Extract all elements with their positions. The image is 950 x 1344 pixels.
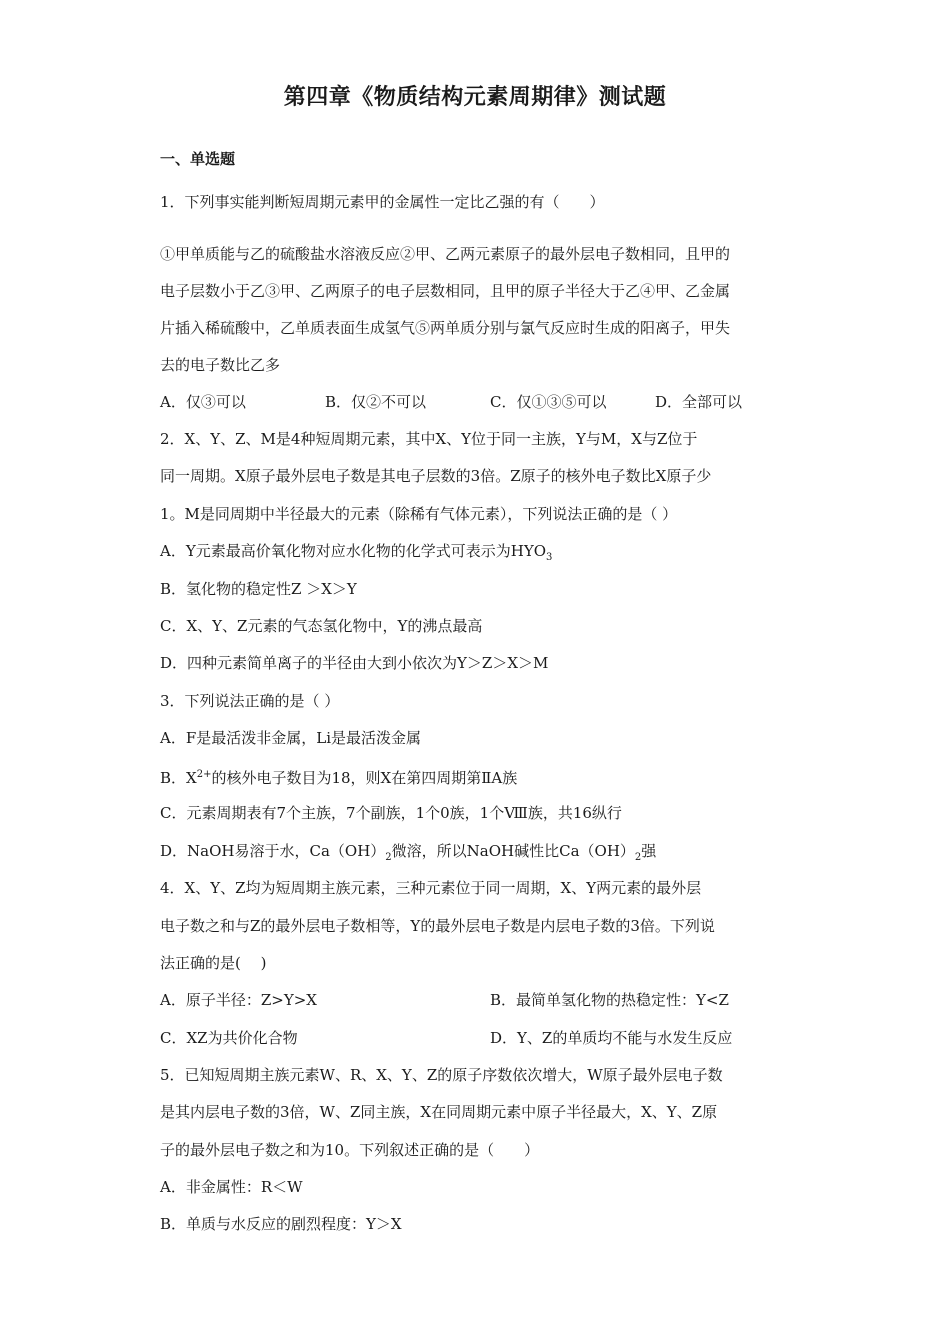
q4-text-line: 4．X、Y、Z均为短周期主族元素，三种元素位于同一周期，X、Y两元素的最外层 xyxy=(160,879,702,897)
q3-option-d xyxy=(160,840,800,869)
q2-text-line: 同一周期。X原子最外层电子数是其电子层数的3倍。Z原子的核外电子数比X原子少 xyxy=(160,467,712,485)
q2-option-b: B．氢化物的稳定性Z ＞X＞Y xyxy=(160,580,357,598)
page-title: 第四章《物质结构元素周期律》测试题 xyxy=(283,85,667,110)
q4-option-a: A．原子半径：Z>Y>X xyxy=(160,991,317,1009)
q3-option-b xyxy=(160,764,800,789)
q2-option-a-text: A．Y元素最高价氧化物对应水化物的化学式可表示为HYO xyxy=(160,542,547,560)
q3-option-d-part2: 微溶，所以NaOH碱性比Ca（OH） xyxy=(391,842,635,860)
q2-option-c: C．X、Y、Z元素的气态氢化物中，Y的沸点最高 xyxy=(160,617,483,635)
q5-option-a: A．非金属性：R＜W xyxy=(160,1178,303,1196)
q1-option-b: B．仅②不可以 xyxy=(325,393,427,411)
q3-option-b-superscript: 2+ xyxy=(196,769,212,780)
q1-text-line: 去的电子数比乙多 xyxy=(160,356,281,374)
q1-option-d: D．全部可以 xyxy=(655,393,743,411)
q3-option-d-subscript-1: 2 xyxy=(385,852,392,863)
q4-text-line: 电子数之和与Z的最外层电子数相等，Y的最外层电子数是内层电子数的3倍。下列说 xyxy=(160,917,715,935)
q2-text-line: 1。M是同周期中半径最大的元素（除稀有气体元素），下列说法正确的是（ ） xyxy=(160,505,678,523)
section-heading: 一、单选题 xyxy=(160,150,236,168)
q5-text-line: 子的最外层电子数之和为10。下列叙述正确的是（ ） xyxy=(160,1141,540,1159)
q3-option-b-pre: B．X xyxy=(160,769,197,787)
q3-option-d-part1: D．NaOH易溶于水，Ca（OH） xyxy=(160,842,386,860)
q3-option-b-post: 的核外电子数目为18，则X在第四周期第ⅡA族 xyxy=(211,769,518,787)
q3-option-c: C．元素周期表有7个主族，7个副族，1个0族，1个Ⅷ族，共16纵行 xyxy=(160,804,622,822)
q1-text-line: 片插入稀硫酸中，乙单质表面生成氢气⑤两单质分别与氯气反应时生成的阳离子，甲失 xyxy=(160,319,731,337)
q3-option-a: A．F是最活泼非金属，Li是最活泼金属 xyxy=(160,729,422,747)
q2-option-d: D．四种元素简单离子的半径由大到小依次为Y＞Z＞X＞M xyxy=(160,654,549,672)
q1-text-line: ①甲单质能与乙的硫酸盐水溶液反应②甲、乙两元素原子的最外层电子数相同，且甲的 xyxy=(160,245,731,263)
q2-option-a xyxy=(160,540,800,569)
q5-option-b: B．单质与水反应的剧烈程度：Y＞X xyxy=(160,1215,402,1233)
q3-stem: 3．下列说法正确的是（ ） xyxy=(160,692,340,710)
q4-option-c: C．XZ为共价化合物 xyxy=(160,1029,298,1047)
q3-option-d-subscript-2: 2 xyxy=(634,852,642,863)
q3-option-d-part3: 强 xyxy=(641,842,657,860)
q2-text-line: 2．X、Y、Z、M是4种短周期元素，其中X、Y位于同一主族，Y与M，X与Z位于 xyxy=(160,430,698,448)
q1-stem: 1．下列事实能判断短周期元素甲的金属性一定比乙强的有（ ） xyxy=(160,193,605,211)
q5-text-line: 5．已知短周期主族元素W、R、X、Y、Z的原子序数依次增大，W原子最外层电子数 xyxy=(160,1066,723,1084)
q1-option-a: A．仅③可以 xyxy=(160,393,246,411)
q2-option-a-subscript: 3 xyxy=(546,552,553,563)
q4-option-d: D．Y、Z的单质均不能与水发生反应 xyxy=(490,1029,733,1047)
q1-text-line: 电子层数小于乙③甲、乙两原子的电子层数相同，且甲的原子半径大于乙④甲、乙金属 xyxy=(160,282,731,300)
q4-option-b: B．最简单氢化物的热稳定性：Y<Z xyxy=(490,991,729,1009)
q1-option-c: C．仅①③⑤可以 xyxy=(490,393,607,411)
q5-text-line: 是其内层电子数的3倍，W、Z同主族，X在同周期元素中原子半径最大，X、Y、Z原 xyxy=(160,1103,718,1121)
q4-text-line: 法正确的是( ) xyxy=(160,954,267,972)
